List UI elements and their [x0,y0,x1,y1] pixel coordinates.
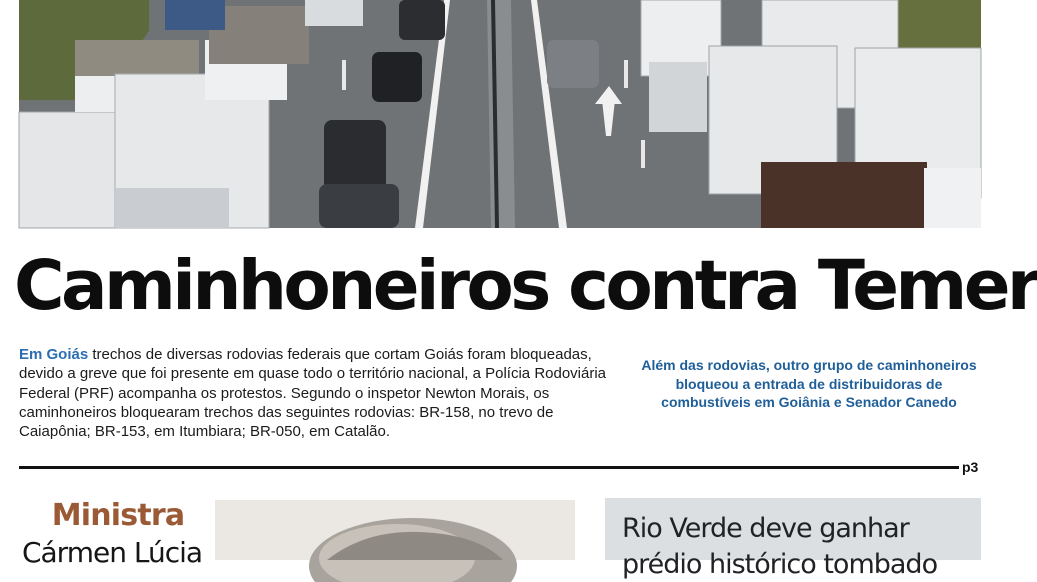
teaser-right-line1: Rio Verde deve ganhar [622,513,909,544]
lead-article [19,345,629,441]
portrait-illustration [215,500,575,560]
sidebox-text: Além das rodovias, outro grupo de caminhoneiros bloqueou a entrada de distribuidoras de combustíveis em Goiânia e Senador Canedo [641,357,977,410]
highway-truck-photo [19,0,981,228]
lead-text: trechos de diversas rodovias federais que cortam Goiás foram bloqueadas, devido a greve que foi presente em quase todo o território nacional, a Polícia Rodoviária Federal (PRF) acompanha os protestos. Segundo o inspetor Newton Morais, os caminhoneiros bloquearam trechos das seguintes rodovias: BR-158, no trevo de Caiapônia; BR-153, em Itumbiara; BR-050, em Catalão. [19,346,607,441]
teaser-right-box [605,498,981,580]
teaser-left-title: Ministra [51,498,185,533]
page-reference: p3 [962,459,979,475]
teaser-right-line2: prédio histórico tombado [622,549,938,580]
portrait-photo [215,500,575,560]
hero-photo [19,0,981,228]
lead-kicker: Em Goiás [19,346,89,363]
headline: Caminhoneiros contra Temer [14,246,1037,326]
teaser-left-subtitle: Cármen Lúcia [21,536,203,569]
section-divider [19,466,959,469]
